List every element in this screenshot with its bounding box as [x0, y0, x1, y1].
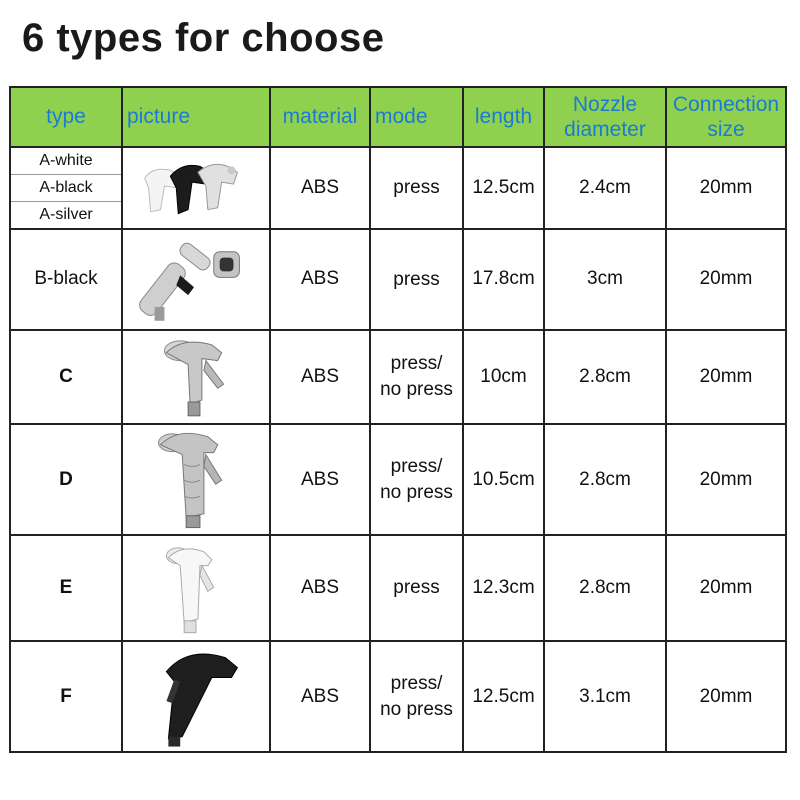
connection-cell: 20mm: [666, 330, 786, 425]
page-title: 6 types for choose: [22, 16, 385, 60]
picture-cell: [122, 330, 270, 425]
header-nozzle-line1: Nozzle: [572, 92, 638, 116]
mode-line2: no press: [380, 379, 453, 400]
header-length: length: [463, 87, 544, 147]
mode-cell: [370, 641, 463, 752]
mode-cell: [370, 147, 463, 229]
mode-line2: no press: [380, 698, 453, 720]
picture-cell: [122, 424, 270, 535]
table-row: [10, 641, 786, 752]
length-cell: 17.8cm: [463, 229, 544, 330]
header-type: type: [10, 87, 122, 147]
nozzle-cell: 2.8cm: [544, 424, 666, 535]
mode-cell: [370, 229, 463, 330]
type-cell: B-black: [10, 229, 122, 330]
material-cell: ABS: [270, 424, 370, 535]
type-cell: C: [10, 330, 122, 425]
type-label: A-black: [11, 175, 121, 202]
picture-cell: [122, 147, 270, 229]
nozzle-cell: 2.4cm: [544, 147, 666, 229]
mode-line1: press: [393, 268, 440, 290]
sprayer-white-black-silver-icon: [123, 148, 269, 228]
length-cell: 10.5cm: [463, 424, 544, 535]
material-cell: ABS: [270, 229, 370, 330]
mode-cell: [370, 535, 463, 642]
table-row: [10, 330, 786, 425]
mode-line1: press/: [390, 455, 443, 477]
nozzle-cell: 2.8cm: [544, 535, 666, 642]
mode-cell: [370, 424, 463, 535]
mode-line1: press: [393, 577, 440, 599]
header-mode: mode: [370, 87, 463, 147]
table-row: [10, 147, 786, 229]
sprayer-stainless-with-holder-icon: [123, 230, 269, 329]
header-row: [10, 87, 786, 147]
header-material: material: [270, 87, 370, 147]
header-nozzle-line2: diameter: [564, 118, 646, 141]
header-connection: [666, 87, 786, 147]
material-cell: ABS: [270, 535, 370, 642]
type-cell: [10, 147, 122, 229]
mode-line1: press: [393, 177, 440, 199]
length-cell: 12.5cm: [463, 641, 544, 752]
sprayer-white-icon: [123, 536, 269, 641]
connection-cell: 20mm: [666, 229, 786, 330]
header-connection-line2: size: [707, 118, 745, 141]
header-picture: picture: [122, 87, 270, 147]
material-cell: ABS: [270, 147, 370, 229]
picture-cell: [122, 229, 270, 330]
mode-line1: press/: [390, 353, 443, 375]
nozzle-cell: 2.8cm: [544, 330, 666, 425]
connection-cell: 20mm: [666, 424, 786, 535]
table-row: [10, 229, 786, 330]
nozzle-cell: 3cm: [544, 229, 666, 330]
type-cell: E: [10, 535, 122, 642]
sprayer-black-icon: [123, 642, 269, 751]
connection-cell: 20mm: [666, 535, 786, 642]
type-label: A-white: [11, 148, 121, 175]
sprayer-chrome-grip-icon: [123, 425, 269, 534]
type-label: A-silver: [39, 206, 93, 223]
type-cell: F: [10, 641, 122, 752]
spec-table: [9, 86, 787, 753]
header-connection-line1: Connection: [672, 92, 780, 116]
picture-cell: [122, 641, 270, 752]
length-cell: 12.3cm: [463, 535, 544, 642]
length-cell: 10cm: [463, 330, 544, 425]
mode-line1: press/: [390, 673, 443, 695]
mode-cell: [370, 330, 463, 425]
table-row: [10, 424, 786, 535]
nozzle-cell: 3.1cm: [544, 641, 666, 752]
type-cell: D: [10, 424, 122, 535]
connection-cell: 20mm: [666, 641, 786, 752]
material-cell: ABS: [270, 641, 370, 752]
picture-cell: [122, 535, 270, 642]
sprayer-chrome-icon: [123, 331, 269, 424]
mode-line2: no press: [380, 481, 453, 503]
material-cell: ABS: [270, 330, 370, 425]
length-cell: 12.5cm: [463, 147, 544, 229]
connection-cell: 20mm: [666, 147, 786, 229]
header-nozzle: [544, 87, 666, 147]
table-row: [10, 535, 786, 642]
